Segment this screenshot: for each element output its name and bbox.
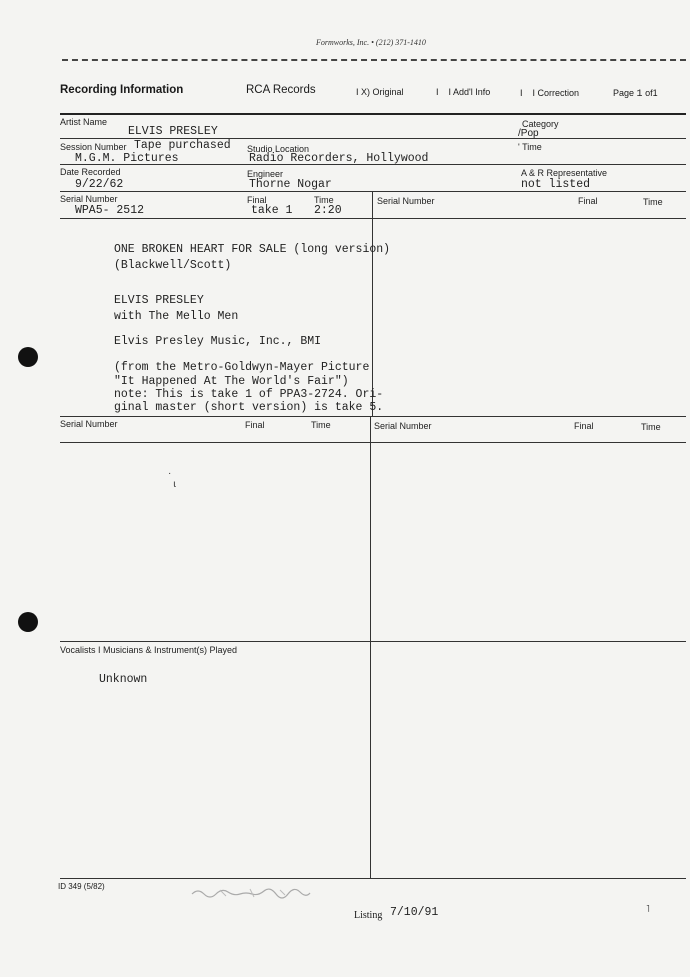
page-of: of1 [645, 88, 658, 98]
listing-label: Listing [354, 910, 383, 921]
table2-final-label: Final [245, 420, 265, 430]
option-addl-bracket: I I [436, 87, 454, 97]
table2-header-rule [60, 442, 686, 443]
table2-top-rule [60, 416, 686, 417]
form-code: ID 349 (5/82) [58, 882, 105, 891]
song-title: ONE BROKEN HEART FOR SALE (long version) [114, 243, 391, 256]
option-correction[interactable] [520, 88, 579, 98]
final-label: Final [247, 195, 267, 205]
listing-date: 7/10/91 [390, 906, 439, 919]
session-value-line1: Tape purchased [134, 139, 231, 152]
time-col-label: Time [314, 195, 334, 205]
form-bottom-rule [60, 878, 686, 879]
option-original-label: X) Original [361, 87, 404, 97]
option-original-bracket: I [356, 87, 362, 97]
table2-divider [370, 416, 371, 878]
printer-credit: Formworks, Inc. • (212) 371-1410 [316, 38, 426, 47]
time-value: 2:20 [314, 204, 342, 217]
binder-hole-top [18, 347, 38, 367]
perforation-line [62, 59, 686, 61]
option-original[interactable] [356, 87, 404, 97]
category-text: Pop [520, 128, 539, 139]
song-note-line1: (from the Metro-Goldwyn-Mayer Picture [114, 361, 370, 374]
right-final-label: Final [578, 196, 598, 206]
page-indicator [613, 88, 658, 100]
option-addl-info[interactable] [436, 87, 490, 97]
ar-representative-value: not listed [521, 178, 591, 191]
stray-mark: · ɩ [168, 468, 176, 490]
record-label: RCA Records [246, 84, 316, 96]
date-recorded-label: Date Recorded [60, 167, 121, 177]
artist-name-label: Artist Name [60, 117, 108, 127]
table2-right-serial-number-label: Serial Number [374, 421, 432, 431]
song-note-line4: ginal master (short version) is take 5. [114, 401, 384, 414]
faded-signature [190, 884, 320, 903]
table2-time-label: Time [311, 420, 331, 430]
song-with: with The Mello Men [114, 310, 239, 323]
category-value: /Pop [518, 128, 539, 139]
row-rule-2 [60, 164, 686, 165]
right-serial-number-label: Serial Number [377, 196, 435, 206]
time-label: ' Time [518, 142, 542, 152]
margin-tick: ˥ [646, 904, 650, 915]
category-label: Category [522, 119, 559, 129]
song-publisher: Elvis Presley Music, Inc., BMI [114, 335, 322, 348]
session-number-label: Session Number [60, 142, 127, 152]
option-correction-bracket: I I [520, 88, 538, 98]
row-rule-3 [60, 191, 686, 192]
table2-right-time-label: Time [641, 422, 661, 432]
engineer-label: Engineer [247, 169, 284, 179]
table2-right-final-label: Final [574, 421, 594, 431]
form-title: Recording Information [60, 84, 184, 96]
faded-signature-scribble [190, 884, 320, 900]
vocalists-label: Vocalists I Musicians & Instrument(s) Played [60, 645, 238, 655]
song-note-line3: note: This is take 1 of PPA3-2724. Ori- [114, 388, 384, 401]
vocalists-value: Unknown [99, 673, 148, 686]
vocalists-top-rule [60, 641, 686, 642]
song-writers: (Blackwell/Scott) [114, 259, 232, 272]
time-label-text: Time [522, 142, 542, 152]
date-recorded-value: 9/22/62 [75, 178, 124, 191]
studio-location-label: Studio Location [247, 144, 310, 154]
song-artist: ELVIS PRESLEY [114, 294, 204, 307]
serial-number-value: WPA5- 2512 [75, 204, 145, 217]
table1-header-rule [60, 218, 686, 219]
ar-representative-label: A & R Representative [521, 168, 608, 178]
page-number: 1 [636, 89, 643, 100]
page-label: Page [613, 88, 635, 98]
artist-name-value: ELVIS PRESLEY [128, 125, 218, 138]
right-time-label: Time [643, 197, 663, 207]
studio-location-value: Radio Recorders, Hollywood [249, 152, 429, 165]
binder-hole-bottom [18, 612, 38, 632]
engineer-value: Thorne Nogar [249, 178, 332, 191]
serial-number-label: Serial Number [60, 194, 118, 204]
table1-divider [372, 191, 373, 416]
header-rule [60, 113, 686, 115]
song-note-line2: "It Happened At The World's Fair") [114, 375, 349, 388]
final-value: take 1 [251, 204, 293, 217]
table2-serial-number-label: Serial Number [60, 419, 118, 429]
session-value-line2: M.G.M. Pictures [75, 152, 179, 165]
option-correction-label: Correction [537, 88, 580, 98]
option-addl-label: Add'l Info [453, 87, 491, 97]
